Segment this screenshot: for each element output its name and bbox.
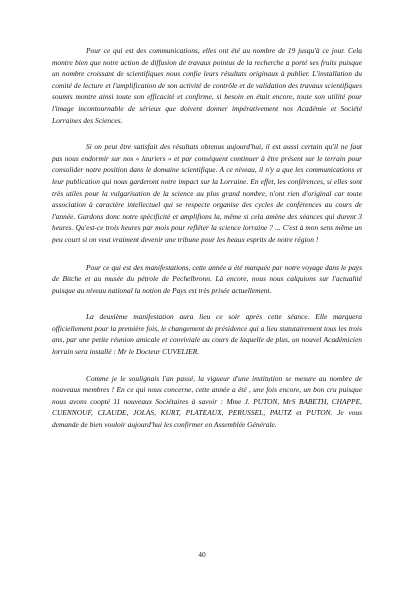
paragraph-communications: Pour ce qui est des communications, elles ont été au nombre de 19 jusqu'à ce jour. Cela montre bien que notre action de diffusion de travaux pointus de la recherche a porté ses fruits puisque un nombre croissant de scientifiques nous confie leurs résultats originaux à publier. L'installation du comité de lecture et l'amplification de son activité de contrôle et de validation des travaux scientifiques soumis montre ainsi toute son efficacité et confirme, si besoin en était encore, toute son utilité pour l'image incontournable de sérieux que doivent donner impérativement nos Académie et Société Lorraines des Sciences. (52, 46, 362, 125)
page-number: 40 (198, 550, 206, 559)
document-body (52, 45, 362, 444)
paragraph-manifestations: Pour ce qui est des manifestations, cette année a été marquée par notre voyage dans le pays de Bitche et au musée du pétrole de Pechelbronn. Là encore, nous nous calquions sur l'actualité puisque au niveau national la notion de Pays est très prisée actuellement. (52, 262, 362, 295)
paragraph-new-members: Comme je le soulignais l'an passé, la vigueur d'une institution se mesure au nombre de nouveaux membres ! En ce qui nous concerne, cette année a été , une fois encore, un bon cru puisque nous avons coopté 11 nouveaux Sociétaires à savoir : Mme J. PUTON, MrS BABETH, CHAPPE, CUENNOUF, CLAUDE, JOLAS, KURT, PLATEAUX, PERUSSEL, PAUTZ et PUTON. Je vous demande de bien vouloir aujourd'hui les confirmer en Assemblée Générale. (52, 373, 362, 430)
paragraph-results: Si on peut être satisfait des résultats obtenus aujourd'hui, il est aussi certain qu'il ne faut pas nous endormir sur nos « lauriers » et par conséquent continuer à être présent sur le terrain pour consolider notre position dans le domaine scientifique. A ce niveau, il n'y a que les communications et leur publication qui nous garderont notre impact sur la Lorraine. En effet, les conférences, si elles sont très utiles pour la vulgarisation de la science au plus grand nombre, n'ont rien d'original car toute association à caractère intellectuel qui se respecte organise des cycles de conférences au cours de l'année. Gardons donc notre spécificité et amplifions la, même si cela amène des séances qui durent 3 heures. Qu'est-ce trois heures par mois pour refléter la science lorraine ? ... C'est à mon sens même un peu court si on veut vraiment devenir une tribune pour les beaux esprits de notre région ! (52, 142, 362, 244)
paragraph-second-manifestation: La deuxième manifestation aura lieu ce soir après cette séance. Elle marquera officiellement pour la première fois, le changement de présidence qui a lieu statutairement tous les trois ans, par une petite réunion amicale et conviviale au cours de laquelle de plus, un nouvel Académicien lorrain sera installé : Mr le Docteur CUVELIER. (52, 312, 362, 357)
